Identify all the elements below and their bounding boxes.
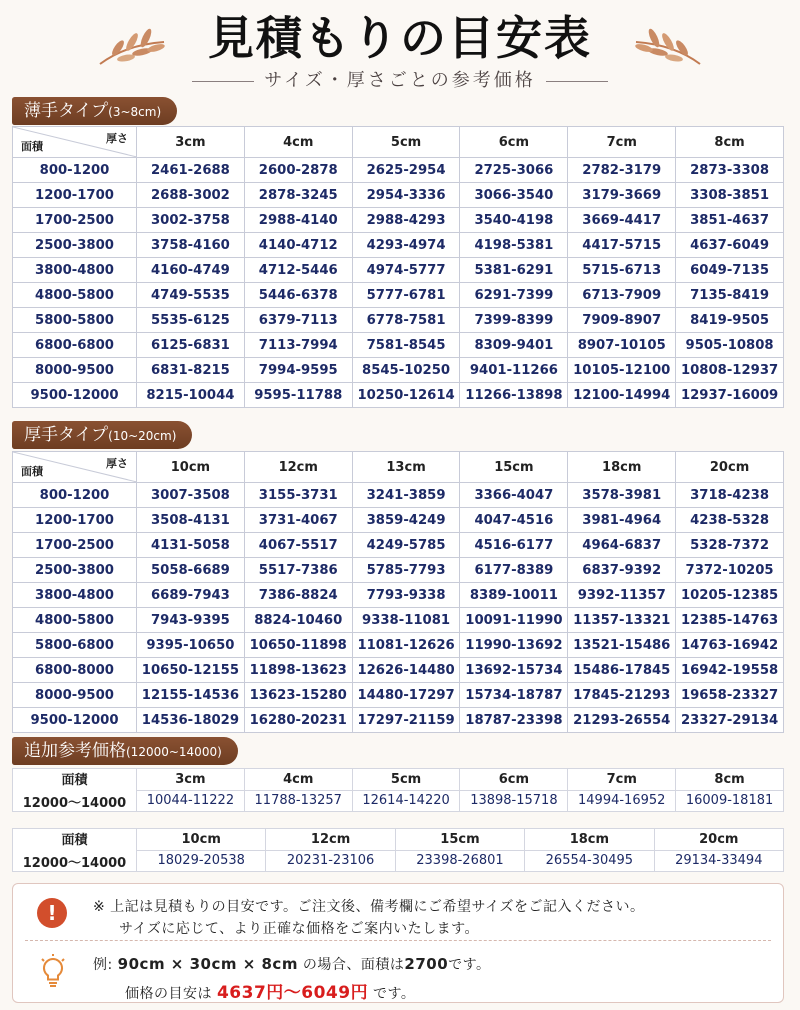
price-cell: 9401-11266: [460, 358, 568, 383]
price-cell: 6125-6831: [137, 333, 245, 358]
warning-icon: !: [37, 898, 67, 928]
price-cell: 12385-14763: [676, 608, 784, 633]
price-cell: 7793-9338: [352, 583, 460, 608]
column-header: 3cm: [137, 769, 245, 791]
table-row: [13, 658, 784, 683]
price-cell: 12937-16009: [676, 383, 784, 408]
price-cell: 10044-11222: [137, 790, 245, 812]
price-cell: 16009-18181: [676, 790, 784, 812]
price-cell: 10205-12385: [676, 583, 784, 608]
price-cell: 4131-5058: [137, 533, 245, 558]
price-cell: 10250-12614: [352, 383, 460, 408]
area-cell: 6800-6800: [13, 333, 137, 358]
price-cell: 12100-14994: [568, 383, 676, 408]
price-cell: 15734-18787: [460, 683, 568, 708]
price-cell: 3758-4160: [137, 233, 245, 258]
price-cell: 8389-10011: [460, 583, 568, 608]
table-row: [13, 233, 784, 258]
section-label-thick: 厚手タイプ(10~20cm): [12, 421, 192, 449]
price-cell: 4198-5381: [460, 233, 568, 258]
price-cell: 11990-13692: [460, 633, 568, 658]
price-cell: 4712-5446: [244, 258, 352, 283]
corner-cell: 厚さ 面積: [13, 452, 137, 483]
price-cell: 8309-9401: [460, 333, 568, 358]
lightbulb-icon: [39, 954, 67, 990]
table-row: [13, 208, 784, 233]
price-cell: 4238-5328: [676, 508, 784, 533]
thin-price-table: [12, 126, 784, 408]
price-cell: 3718-4238: [676, 483, 784, 508]
price-cell: 2988-4293: [352, 208, 460, 233]
price-cell: 6837-9392: [568, 558, 676, 583]
column-header: 12cm: [244, 452, 352, 483]
column-header: 15cm: [460, 452, 568, 483]
column-header: 5cm: [352, 127, 460, 158]
column-header: 10cm: [137, 452, 245, 483]
price-cell: 9505-10808: [676, 333, 784, 358]
price-cell: 3308-3851: [676, 183, 784, 208]
area-cell: 1200-1700: [13, 183, 137, 208]
price-cell: 7581-8545: [352, 333, 460, 358]
column-header: 20cm: [654, 829, 783, 851]
price-cell: 5777-6781: [352, 283, 460, 308]
area-cell: 6800-8000: [13, 658, 137, 683]
area-cell: 4800-5800: [13, 608, 137, 633]
column-header: 5cm: [352, 769, 460, 791]
price-cell: 4047-4516: [460, 508, 568, 533]
price-cell: 9338-11081: [352, 608, 460, 633]
area-cell: 9500-12000: [13, 383, 137, 408]
price-cell: 3578-3981: [568, 483, 676, 508]
price-cell: 4293-4974: [352, 233, 460, 258]
column-header: 8cm: [676, 769, 784, 791]
price-cell: 5785-7793: [352, 558, 460, 583]
price-cell: 2688-3002: [137, 183, 245, 208]
price-cell: 3366-4047: [460, 483, 568, 508]
price-highlight: 4637円〜6049円: [216, 983, 369, 1003]
price-cell: 3669-4417: [568, 208, 676, 233]
table-row: [13, 583, 784, 608]
column-header: 6cm: [460, 127, 568, 158]
price-cell: 10650-11898: [244, 633, 352, 658]
note-box: [12, 883, 784, 1003]
area-cell: 面積 12000〜14000: [13, 829, 137, 872]
table-row: [13, 283, 784, 308]
price-cell: 4964-6837: [568, 533, 676, 558]
price-cell: 3731-4067: [244, 508, 352, 533]
table-row: [13, 558, 784, 583]
price-cell: 4417-5715: [568, 233, 676, 258]
price-cell: 5517-7386: [244, 558, 352, 583]
price-cell: 15486-17845: [568, 658, 676, 683]
price-cell: 3508-4131: [137, 508, 245, 533]
price-cell: 13521-15486: [568, 633, 676, 658]
price-cell: 2600-2878: [244, 158, 352, 183]
column-header: 15cm: [395, 829, 524, 851]
header: [0, 0, 800, 95]
price-cell: 5381-6291: [460, 258, 568, 283]
price-cell: 5328-7372: [676, 533, 784, 558]
price-cell: 8907-10105: [568, 333, 676, 358]
price-cell: 2873-3308: [676, 158, 784, 183]
price-cell: 14480-17297: [352, 683, 460, 708]
area-cell: 9500-12000: [13, 708, 137, 733]
table-row: [13, 383, 784, 408]
price-cell: 3851-4637: [676, 208, 784, 233]
price-cell: 4974-5777: [352, 258, 460, 283]
column-header: 7cm: [568, 127, 676, 158]
price-cell: 2725-3066: [460, 158, 568, 183]
price-cell: 14536-18029: [137, 708, 245, 733]
price-cell: 13898-15718: [460, 790, 568, 812]
thick-price-table: [12, 451, 784, 733]
price-cell: 10091-11990: [460, 608, 568, 633]
price-cell: 6778-7581: [352, 308, 460, 333]
table-row: [13, 533, 784, 558]
area-cell: 5800-6800: [13, 633, 137, 658]
price-cell: 16280-20231: [244, 708, 352, 733]
price-cell: 4160-4749: [137, 258, 245, 283]
price-cell: 5446-6378: [244, 283, 352, 308]
price-cell: 9395-10650: [137, 633, 245, 658]
table-row: [13, 508, 784, 533]
column-header: 7cm: [568, 769, 676, 791]
price-cell: 16942-19558: [676, 658, 784, 683]
area-cell: 1700-2500: [13, 208, 137, 233]
price-cell: 5058-6689: [137, 558, 245, 583]
page-subtitle: サイズ・厚さごとの参考価格: [0, 66, 800, 92]
example-line: 例: 90cm × 30cm × 8cm の場合、面積は2700です。: [93, 955, 491, 973]
price-cell: 6713-7909: [568, 283, 676, 308]
price-cell: 7135-8419: [676, 283, 784, 308]
price-cell: 11357-13321: [568, 608, 676, 633]
price-cell: 7909-8907: [568, 308, 676, 333]
area-cell: 4800-5800: [13, 283, 137, 308]
section-label-additional: 追加参考価格(12000~14000): [12, 737, 238, 765]
price-cell: 2954-3336: [352, 183, 460, 208]
area-cell: 2500-3800: [13, 558, 137, 583]
price-cell: 11266-13898: [460, 383, 568, 408]
additional-table-thin: [12, 768, 784, 812]
table-row: [13, 483, 784, 508]
column-header: 3cm: [137, 127, 245, 158]
price-cell: 13623-15280: [244, 683, 352, 708]
table-row: [13, 158, 784, 183]
area-cell: 8000-9500: [13, 358, 137, 383]
price-cell: 6379-7113: [244, 308, 352, 333]
table-row: [13, 258, 784, 283]
area-cell: 3800-4800: [13, 583, 137, 608]
price-cell: 3241-3859: [352, 483, 460, 508]
table-header-row: [13, 127, 784, 158]
additional-table-thick: [12, 828, 784, 872]
table-row: [13, 183, 784, 208]
price-cell: 6177-8389: [460, 558, 568, 583]
note-line-1: ※ 上記は見積もりの目安です。ご注文後、備考欄にご希望サイズをご記入ください。: [93, 899, 645, 915]
price-cell: 17297-21159: [352, 708, 460, 733]
price-cell: 6291-7399: [460, 283, 568, 308]
price-cell: 12626-14480: [352, 658, 460, 683]
price-cell: 18787-23398: [460, 708, 568, 733]
price-cell: 5715-6713: [568, 258, 676, 283]
price-cell: 12614-14220: [352, 790, 460, 812]
column-header: 4cm: [244, 769, 352, 791]
area-cell: 800-1200: [13, 483, 137, 508]
area-cell: 5800-5800: [13, 308, 137, 333]
price-cell: 3981-4964: [568, 508, 676, 533]
area-cell: 1200-1700: [13, 508, 137, 533]
corner-cell: 厚さ 面積: [13, 127, 137, 158]
price-cell: 8824-10460: [244, 608, 352, 633]
area-cell: 3800-4800: [13, 258, 137, 283]
area-cell: 面積 12000〜14000: [13, 769, 137, 812]
price-cell: 6689-7943: [137, 583, 245, 608]
column-header: 12cm: [266, 829, 395, 851]
price-cell: 3066-3540: [460, 183, 568, 208]
price-cell: 20231-23106: [266, 850, 395, 872]
column-header: 20cm: [676, 452, 784, 483]
table-row: [13, 358, 784, 383]
price-cell: 3859-4249: [352, 508, 460, 533]
price-cell: 14994-16952: [568, 790, 676, 812]
price-cell: 2988-4140: [244, 208, 352, 233]
table-row: [13, 633, 784, 658]
price-cell: 18029-20538: [137, 850, 266, 872]
price-cell: 19658-23327: [676, 683, 784, 708]
note-line-2: サイズに応じて、より正確な価格をご案内いたします。: [119, 921, 479, 937]
price-line: 価格の目安は 4637円〜6049円 です。: [125, 983, 416, 1003]
price-cell: 11788-13257: [244, 790, 352, 812]
price-cell: 23327-29134: [676, 708, 784, 733]
price-cell: 2782-3179: [568, 158, 676, 183]
column-header: 8cm: [676, 127, 784, 158]
price-cell: 5535-6125: [137, 308, 245, 333]
leaf-icon: [632, 8, 704, 68]
price-cell: 11081-12626: [352, 633, 460, 658]
price-cell: 10650-12155: [137, 658, 245, 683]
price-cell: 4140-4712: [244, 233, 352, 258]
price-cell: 26554-30495: [525, 850, 654, 872]
price-cell: 9595-11788: [244, 383, 352, 408]
table-row: [13, 683, 784, 708]
price-cell: 4249-5785: [352, 533, 460, 558]
price-cell: 4516-6177: [460, 533, 568, 558]
area-cell: 800-1200: [13, 158, 137, 183]
price-cell: 4637-6049: [676, 233, 784, 258]
column-header: 18cm: [568, 452, 676, 483]
price-cell: 7386-8824: [244, 583, 352, 608]
price-cell: 23398-26801: [395, 850, 524, 872]
price-cell: 12155-14536: [137, 683, 245, 708]
price-cell: 29134-33494: [654, 850, 783, 872]
price-cell: 3540-4198: [460, 208, 568, 233]
price-cell: 10105-12100: [568, 358, 676, 383]
price-cell: 8545-10250: [352, 358, 460, 383]
table-row: [13, 333, 784, 358]
price-cell: 10808-12937: [676, 358, 784, 383]
column-header: 18cm: [525, 829, 654, 851]
price-cell: 3002-3758: [137, 208, 245, 233]
column-header: 13cm: [352, 452, 460, 483]
column-header: 10cm: [137, 829, 266, 851]
price-cell: 2625-2954: [352, 158, 460, 183]
table-header-row: [13, 452, 784, 483]
price-cell: 21293-26554: [568, 708, 676, 733]
price-cell: 9392-11357: [568, 583, 676, 608]
area-cell: 8000-9500: [13, 683, 137, 708]
price-cell: 2461-2688: [137, 158, 245, 183]
price-cell: 17845-21293: [568, 683, 676, 708]
price-cell: 2878-3245: [244, 183, 352, 208]
column-header: 6cm: [460, 769, 568, 791]
table-row: [13, 308, 784, 333]
page-title: 見積もりの目安表: [208, 11, 592, 65]
price-cell: 7943-9395: [137, 608, 245, 633]
price-cell: 4067-5517: [244, 533, 352, 558]
table-row: [13, 608, 784, 633]
area-cell: 2500-3800: [13, 233, 137, 258]
column-header: 4cm: [244, 127, 352, 158]
price-cell: 7994-9595: [244, 358, 352, 383]
price-cell: 8419-9505: [676, 308, 784, 333]
price-cell: 13692-15734: [460, 658, 568, 683]
table-row: [13, 708, 784, 733]
price-cell: 7399-8399: [460, 308, 568, 333]
price-cell: 7372-10205: [676, 558, 784, 583]
price-cell: 3179-3669: [568, 183, 676, 208]
area-cell: 1700-2500: [13, 533, 137, 558]
price-cell: 8215-10044: [137, 383, 245, 408]
price-cell: 6049-7135: [676, 258, 784, 283]
section-label-thin: 薄手タイプ(3~8cm): [12, 97, 177, 125]
price-cell: 3007-3508: [137, 483, 245, 508]
price-cell: 11898-13623: [244, 658, 352, 683]
price-cell: 4749-5535: [137, 283, 245, 308]
price-cell: 6831-8215: [137, 358, 245, 383]
price-cell: 14763-16942: [676, 633, 784, 658]
price-cell: 3155-3731: [244, 483, 352, 508]
price-cell: 7113-7994: [244, 333, 352, 358]
divider: [25, 940, 771, 941]
